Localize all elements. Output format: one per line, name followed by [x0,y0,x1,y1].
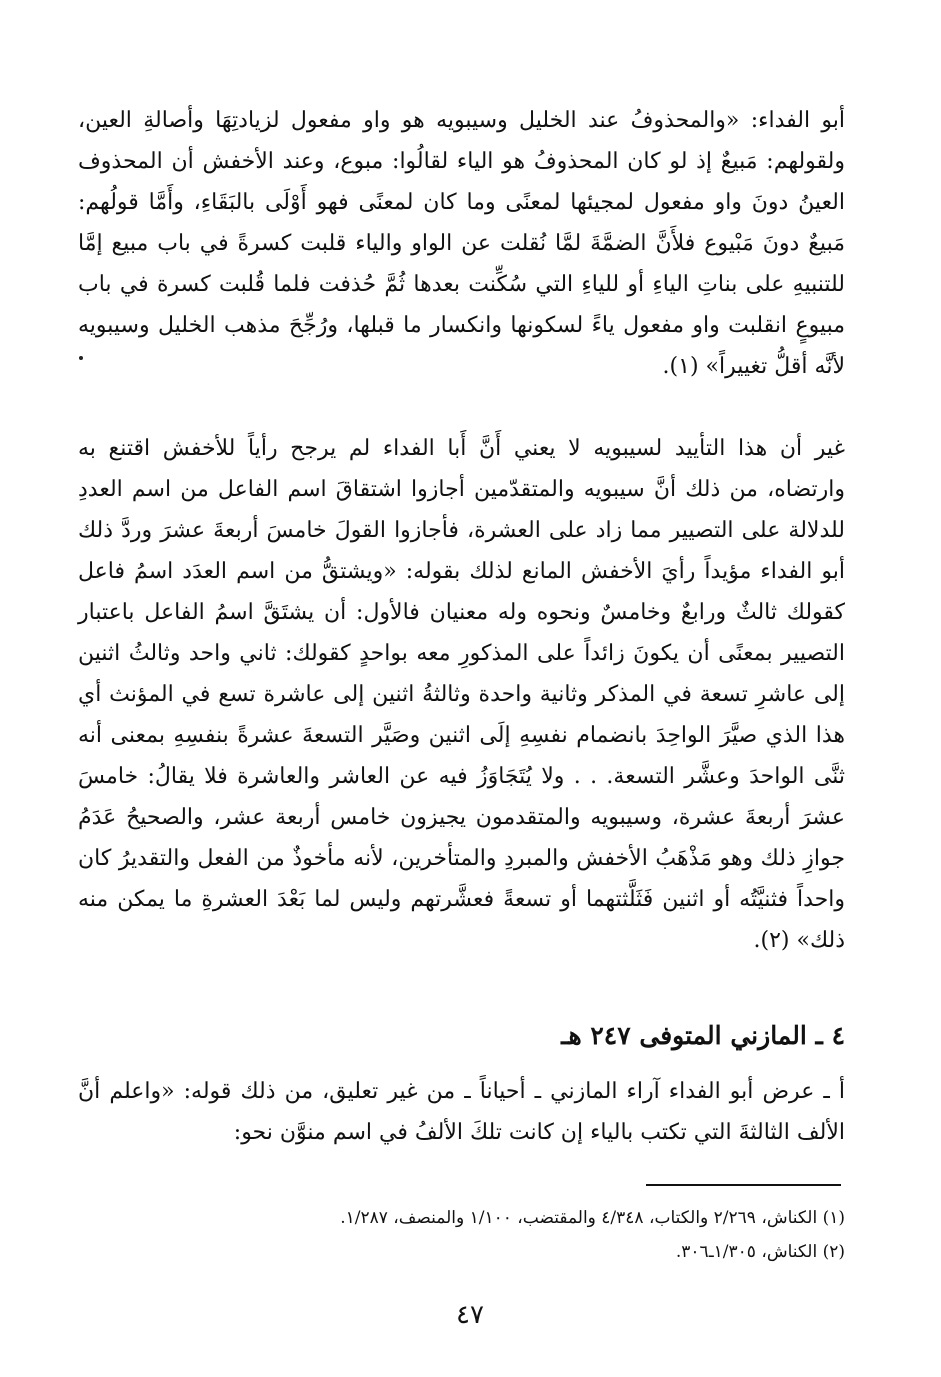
paragraph-abu-alfida-quote: أبو الفداء: «والمحذوفُ عند الخليل وسيبويه هو واو مفعول لزيادتِهَا وأصالةِ العين، ولقولهم: مَبيعٌ إذ لو كان المحذوفُ هو الياء لقالُوا: مبوع، وعند الأخفش أن المحذوف العينُ دونَ واو مفعول لمجيئها لمعنًى وما كان لمعنًى فهو أَوْلَى بالبَقَاءِ، وأَمَّا قولُهم: مَبيعٌ دونَ مَبْيوع فلأَنَّ الضمَّةَ لمَّا نُقلت عن الواو والياء قلبت كسرةً في باب مبيع إمَّا للتنبيهِ على بناتِ الياءِ أو للياءِ التي سُكِّنت بعدها ثُمَّ حُذفت فلما قُلبت كسرة في باب مبيوعٍ انقلبت واو مفعول ياءً لسكونها وانكسار ما قبلها، ورُجِّحَ مذهب الخليل وسيبويه لأنَّه أقلُّ تغييراً» (١). [78,108,846,379]
footnote-2: (٢) الكناش، ١/٣٠٥ـ٣٠٦. [675,1242,845,1262]
paragraph-akhfash-opinion: غير أن هذا التأييد لسيبويه لا يعني أَنَّ أَبا الفداء لم يرجح رأياً للأخفش اقتنع به وارتضاه، من ذلك أنَّ سيبويه والمتقدّمين أجازوا اشتقاقَ اسم الفاعل من اسم العددِ للدلالة على التصيير مما زاد على العشرة، فأجازوا القولَ خامسَ أربعةَ عشرَ وردَّ ذلك أبو الفداء مؤيداً رأيَ الأخفش المانع لذلك بقوله: «ويشتقُّ من اسم العدَد اسمُ فاعل كقولك ثالثٌ ورابعٌ وخامسٌ ونحوه وله معنيان فالأول: أن يشتَقَّ اسمُ الفاعل باعتبار التصيير بمعنًى أن يكونَ زائداً على المذكورِ معه بواحدٍ كقولك: ثاني واحد وثالثُ اثنين إلى عاشرِ تسعة في المذكر وثانية واحدة وثالثةُ اثنين إلى عاشرة تسع في المؤنث أي هذا الذي صيَّرَ الواحِدَ بانضمام نفسِهِ إلَى اثنين وصَيَّر التسعةَ عشرةً بنفسِهِ بمعنى أنه ثنَّى الواحدَ وعشَّر التسعة. . . ولا يُتَجَاوَزُ فيه عن العاشر والعاشرة فلا يقالُ: خامسَ عشرَ أربعةَ عشرة، وسيبويه والمتقدمون يجيزون خامس أربعة عشر، والصحيحُ عَدَمُ جوازِ ذلك وهو مَذْهَبُ الأخفش والمبردِ والمتأخرين، لأنه مأخوذٌ من الفعل والتقديرُ كان واحداً فثنيَّتُه أو اثنين فَثَلَّثتهما أو تسعةً فعشَّرتهم وليس لما بَعْدَ العشرةِ ما يمكن منه ذلك» (٢). [78,436,845,953]
footnote-1: (١) الكناش، ٢/٢٦٩ والكتاب، ٤/٣٤٨ والمقتضب، ١/١٠٠ والمنصف، ١/٢٨٧. [340,1208,845,1228]
paragraph-mazini-views: أ ـ عرض أبو الفداء آراء المازني ـ أحياناً ـ من غير تعليق، من ذلك قوله: «واعلم أنَّ الألف الثالثةَ التي تكتب بالياء إن كانت تلكَ الألفُ في اسم منوَّن نحو: [78,1079,845,1145]
margin-mark [79,356,83,360]
page-number: ٤٧ [456,1300,484,1330]
footnote-divider [646,1184,841,1186]
section-heading-mazini: ٤ ـ المازني المتوفى ٢٤٧ هـ [561,1021,845,1050]
